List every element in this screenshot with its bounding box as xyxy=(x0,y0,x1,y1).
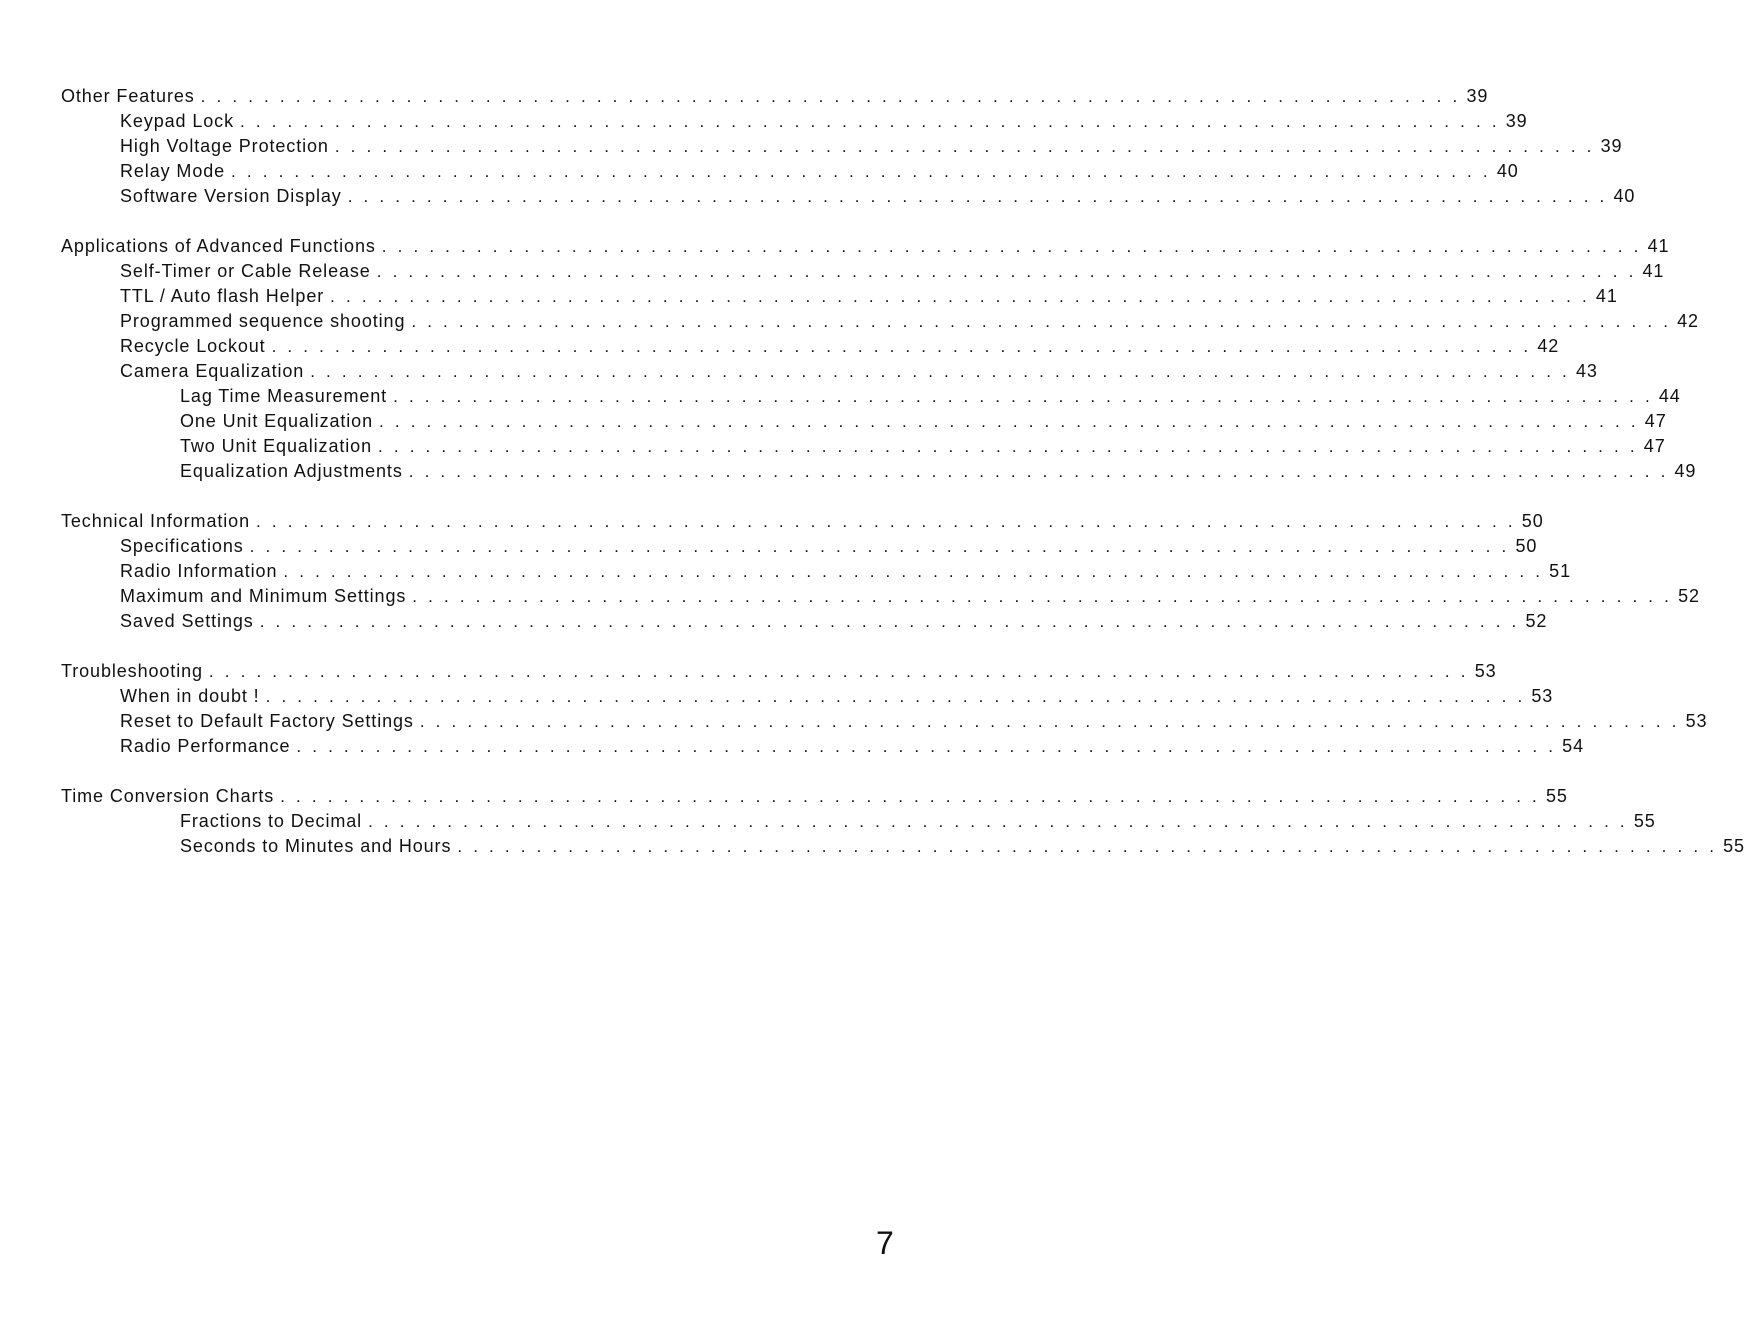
dot-leader: . . . . . . . . . . . . . . . . . . . . . . . . . . . . . . . . . . . . . . . . . . . . . . . . . . . . . . . . . . . . . . . . . . . . . . . . . . . . . . . . xyxy=(408,462,1669,481)
toc-entry[interactable] xyxy=(61,509,1544,534)
toc-entry-page: 53 xyxy=(1474,661,1497,681)
toc-entry[interactable] xyxy=(120,734,1584,759)
dot-leader: . . . . . . . . . . . . . . . . . . . . . . . . . . . . . . . . . . . . . . . . . . . . . . . . . . . . . . . . . . . . . . . . . . . . . . . . . . . . . . . . xyxy=(379,412,1639,431)
toc-entry-page: 41 xyxy=(1647,236,1670,256)
dot-leader: . . . . . . . . . . . . . . . . . . . . . . . . . . . . . . . . . . . . . . . . . . . . . . . . . . . . . . . . . . . . . . . . . . . . . . . . . . . . . . . . xyxy=(249,537,1510,556)
dot-leader: . . . . . . . . . . . . . . . . . . . . . . . . . . . . . . . . . . . . . . . . . . . . . . . . . . . . . . . . . . . . . . . . . . . . . . . . . . . . . . . . xyxy=(280,787,1540,806)
toc-entry-page: 51 xyxy=(1549,561,1571,581)
toc-entry[interactable] xyxy=(120,709,1708,734)
dot-leader: . . . . . . . . . . . . . . . . . . . . . . . . . . . . . . . . . . . . . . . . . . . . . . . . . . . . . . . . . . . . . . . . . . . . . . . . . . . . . . . . xyxy=(457,837,1718,856)
toc-entry[interactable] xyxy=(120,159,1519,184)
toc-entry-page: 41 xyxy=(1642,261,1665,281)
toc-entry-page: 39 xyxy=(1466,86,1489,106)
toc-entry-page: 49 xyxy=(1674,461,1697,481)
toc-entry[interactable] xyxy=(180,409,1667,434)
toc-entry[interactable] xyxy=(120,609,1548,634)
toc-entry[interactable] xyxy=(120,284,1618,309)
toc-entry-page: 40 xyxy=(1613,186,1636,206)
toc-entry-page: 44 xyxy=(1658,386,1681,406)
toc-entry-page: 39 xyxy=(1600,136,1623,156)
toc-entry-page: 52 xyxy=(1525,611,1548,631)
toc-entry[interactable] xyxy=(61,234,1670,259)
toc-section xyxy=(0,84,1636,209)
toc-entry-title: High Voltage Protection xyxy=(120,136,329,156)
toc-entry-page: 54 xyxy=(1562,736,1584,756)
toc-entry-page: 47 xyxy=(1644,411,1667,431)
toc-entry-title: Camera Equalization xyxy=(120,361,305,381)
toc-entry-title: Saved Settings xyxy=(120,611,254,631)
table-of-contents xyxy=(0,84,1745,884)
dot-leader: . . . . . . . . . . . . . . . . . . . . . . . . . . . . . . . . . . . . . . . . . . . . . . . . . . . . . . . . . . . . . . . . . . . . . . . . . . . . . . . . xyxy=(412,587,1673,606)
dot-leader: . . . . . . . . . . . . . . . . . . . . . . . . . . . . . . . . . . . . . . . . . . . . . . . . . . . . . . . . . . . . . . . . . . . . . . . . . . . . . . . . xyxy=(381,237,1642,256)
toc-entry[interactable] xyxy=(120,134,1623,159)
toc-entry-page: 53 xyxy=(1531,686,1554,706)
dot-leader: . . . . . . . . . . . . . . . . . . . . . . . . . . . . . . . . . . . . . . . . . . . . . . . . . . . . . . . . . . . . . . . . . . . . . . . . . . . . . . . . xyxy=(368,812,1628,831)
toc-entry-page: 55 xyxy=(1545,786,1568,806)
toc-entry[interactable] xyxy=(61,784,1568,809)
toc-entry-title: Technical Information xyxy=(61,511,250,531)
toc-entry[interactable] xyxy=(120,559,1571,584)
toc-entry-page: 50 xyxy=(1521,511,1544,531)
toc-entry-title: Reset to Default Factory Settings xyxy=(120,711,414,731)
toc-entry[interactable] xyxy=(120,684,1554,709)
toc-entry-page: 52 xyxy=(1678,586,1700,606)
toc-entry-title: Keypad Lock xyxy=(120,111,234,131)
toc-entry-page: 50 xyxy=(1515,536,1538,556)
toc-section xyxy=(0,234,1699,484)
toc-entry-title: Two Unit Equalization xyxy=(180,436,372,456)
toc-entry-title: Applications of Advanced Functions xyxy=(61,236,376,256)
toc-entry[interactable] xyxy=(120,584,1700,609)
toc-entry[interactable] xyxy=(180,809,1656,834)
dot-leader: . . . . . . . . . . . . . . . . . . . . . . . . . . . . . . . . . . . . . . . . . . . . . . . . . . . . . . . . . . . . . . . . . . . . . . . . . . . . . . . . xyxy=(411,312,1672,331)
dot-leader: . . . . . . . . . . . . . . . . . . . . . . . . . . . . . . . . . . . . . . . . . . . . . . . . . . . . . . . . . . . . . . . . . . . . . . . . . . . . . . . . xyxy=(393,387,1653,406)
dot-leader: . . . . . . . . . . . . . . . . . . . . . . . . . . . . . . . . . . . . . . . . . . . . . . . . . . . . . . . . . . . . . . . . . . . . . . . . . . . . . . . . xyxy=(239,112,1500,131)
toc-entry-page: 40 xyxy=(1496,161,1519,181)
toc-entry-title: Lag Time Measurement xyxy=(180,386,388,406)
toc-entry-title: Programmed sequence shooting xyxy=(120,311,406,331)
dot-leader: . . . . . . . . . . . . . . . . . . . . . . . . . . . . . . . . . . . . . . . . . . . . . . . . . . . . . . . . . . . . . . . . . . . . . . . . . . . . . . . . xyxy=(200,87,1461,106)
dot-leader: . . . . . . . . . . . . . . . . . . . . . . . . . . . . . . . . . . . . . . . . . . . . . . . . . . . . . . . . . . . . . . . . . . . . . . . . . . . . . . . . xyxy=(376,262,1637,281)
toc-section xyxy=(0,509,1700,634)
toc-entry[interactable] xyxy=(120,359,1598,384)
dot-leader: . . . . . . . . . . . . . . . . . . . . . . . . . . . . . . . . . . . . . . . . . . . . . . . . . . . . . . . . . . . . . . . . . . . . . . . . . . . . . . . . xyxy=(310,362,1570,381)
toc-entry[interactable] xyxy=(120,259,1665,284)
dot-leader: . . . . . . . . . . . . . . . . . . . . . . . . . . . . . . . . . . . . . . . . . . . . . . . . . . . . . . . . . . . . . . . . . . . . . . . . . . . . . . . . xyxy=(208,662,1469,681)
toc-entry-title: Troubleshooting xyxy=(61,661,203,681)
dot-leader: . . . . . . . . . . . . . . . . . . . . . . . . . . . . . . . . . . . . . . . . . . . . . . . . . . . . . . . . . . . . . . . . . . . . . . . . . . . . . . . . xyxy=(265,687,1526,706)
toc-entry[interactable] xyxy=(120,334,1560,359)
toc-entry-title: Maximum and Minimum Settings xyxy=(120,586,407,606)
toc-entry-title: Recycle Lockout xyxy=(120,336,266,356)
toc-entry-title: TTL / Auto flash Helper xyxy=(120,286,325,306)
toc-entry-page: 43 xyxy=(1575,361,1598,381)
page-number: 7 xyxy=(876,1225,894,1261)
toc-entry[interactable] xyxy=(180,384,1681,409)
toc-entry-title: Other Features xyxy=(61,86,195,106)
dot-leader: . . . . . . . . . . . . . . . . . . . . . . . . . . . . . . . . . . . . . . . . . . . . . . . . . . . . . . . . . . . . . . . . . . . . . . . . . . . . . . . . xyxy=(256,512,1516,531)
toc-entry-title: Equalization Adjustments xyxy=(180,461,403,481)
toc-entry-page: 39 xyxy=(1505,111,1528,131)
toc-entry-page: 41 xyxy=(1595,286,1618,306)
toc-entry-title: One Unit Equalization xyxy=(180,411,374,431)
toc-entry-page: 53 xyxy=(1685,711,1708,731)
toc-entry[interactable] xyxy=(180,459,1697,484)
toc-entry-title: Specifications xyxy=(120,536,244,556)
toc-section xyxy=(0,784,1745,859)
dot-leader: . . . . . . . . . . . . . . . . . . . . . . . . . . . . . . . . . . . . . . . . . . . . . . . . . . . . . . . . . . . . . . . . . . . . . . . . . . . . . . . . xyxy=(231,162,1491,181)
toc-entry-title: When in doubt ! xyxy=(120,686,260,706)
toc-entry-title: Radio Information xyxy=(120,561,278,581)
toc-entry[interactable] xyxy=(120,309,1699,334)
dot-leader: . . . . . . . . . . . . . . . . . . . . . . . . . . . . . . . . . . . . . . . . . . . . . . . . . . . . . . . . . . . . . . . . . . . . . . . . . . . . . . . . xyxy=(334,137,1595,156)
dot-leader: . . . . . . . . . . . . . . . . . . . . . . . . . . . . . . . . . . . . . . . . . . . . . . . . . . . . . . . . . . . . . . . . . . . . . . . . . . . . . . . . xyxy=(378,437,1638,456)
toc-entry-title: Software Version Display xyxy=(120,186,342,206)
toc-entry-title: Relay Mode xyxy=(120,161,226,181)
toc-entry-page: 42 xyxy=(1677,311,1699,331)
toc-entry-page: 47 xyxy=(1643,436,1666,456)
toc-section xyxy=(0,659,1708,759)
toc-entry[interactable] xyxy=(180,834,1745,859)
dot-leader: . . . . . . . . . . . . . . . . . . . . . . . . . . . . . . . . . . . . . . . . . . . . . . . . . . . . . . . . . . . . . . . . . . . . . . . . . . . . . . . . xyxy=(259,612,1520,631)
toc-entry-page: 55 xyxy=(1723,836,1745,856)
toc-entry[interactable] xyxy=(120,109,1528,134)
toc-entry-title: Seconds to Minutes and Hours xyxy=(180,836,452,856)
toc-entry[interactable] xyxy=(61,84,1489,109)
dot-leader: . . . . . . . . . . . . . . . . . . . . . . . . . . . . . . . . . . . . . . . . . . . . . . . . . . . . . . . . . . . . . . . . . . . . . . . . . . . . . . . . xyxy=(283,562,1544,581)
toc-entry[interactable] xyxy=(180,434,1666,459)
toc-entry-page: 42 xyxy=(1537,336,1560,356)
toc-entry-title: Self-Timer or Cable Release xyxy=(120,261,371,281)
toc-entry-title: Fractions to Decimal xyxy=(180,811,363,831)
toc-entry-page: 55 xyxy=(1633,811,1656,831)
toc-entry-title: Radio Performance xyxy=(120,736,291,756)
toc-entry[interactable] xyxy=(120,184,1636,209)
dot-leader: . . . . . . . . . . . . . . . . . . . . . . . . . . . . . . . . . . . . . . . . . . . . . . . . . . . . . . . . . . . . . . . . . . . . . . . . . . . . . . . . xyxy=(296,737,1557,756)
toc-entry-title: Time Conversion Charts xyxy=(61,786,275,806)
dot-leader: . . . . . . . . . . . . . . . . . . . . . . . . . . . . . . . . . . . . . . . . . . . . . . . . . . . . . . . . . . . . . . . . . . . . . . . . . . . . . . . . xyxy=(419,712,1680,731)
dot-leader: . . . . . . . . . . . . . . . . . . . . . . . . . . . . . . . . . . . . . . . . . . . . . . . . . . . . . . . . . . . . . . . . . . . . . . . . . . . . . . . . xyxy=(271,337,1532,356)
toc-entry[interactable] xyxy=(120,534,1538,559)
dot-leader: . . . . . . . . . . . . . . . . . . . . . . . . . . . . . . . . . . . . . . . . . . . . . . . . . . . . . . . . . . . . . . . . . . . . . . . . . . . . . . . . xyxy=(330,287,1590,306)
toc-entry[interactable] xyxy=(61,659,1497,684)
dot-leader: . . . . . . . . . . . . . . . . . . . . . . . . . . . . . . . . . . . . . . . . . . . . . . . . . . . . . . . . . . . . . . . . . . . . . . . . . . . . . . . . xyxy=(347,187,1608,206)
